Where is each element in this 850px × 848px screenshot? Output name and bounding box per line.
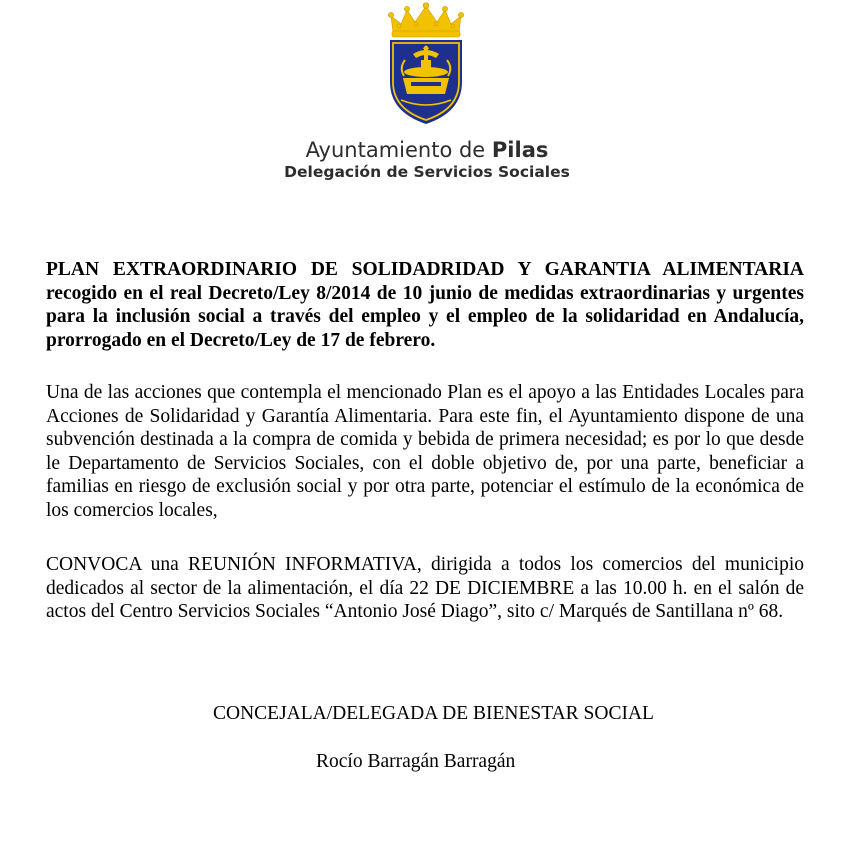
department-name: Delegación de Servicios Sociales bbox=[284, 163, 570, 181]
pilas-coat-of-arms-icon bbox=[383, 2, 469, 127]
body-paragraph-1: Una de las acciones que contempla el mencionado Plan es el apoyo a las Entidades Locales para Acciones de Solidaridad y Garantía Alimentaria. Para este fin, el Ayuntamiento dispone de una subvención destinada a la compra de comida y bebida de primera necesidad; es por lo que desde le Departamento de Servicios Sociales, con el doble objetivo de, por una parte, beneficiar a familias en riesgo de exclusión social y por otra parte, potenciar el estímulo de la económica de los comercios locales, bbox=[46, 382, 804, 521]
organization-name-bold: Pilas bbox=[491, 138, 549, 162]
organization-name bbox=[0, 138, 850, 162]
signatory-name: Rocío Barragán Barragán bbox=[316, 751, 516, 772]
body-paragraph-2: CONVOCA una REUNIÓN INFORMATIVA, dirigida a todos los comercios del municipio dedicados al sector de la alimentación, el día 22 DE DICIEMBRE a las 10.00 h. en el salón de actos del Centro Servicios Sociales “Antonio José Diago”, sito c/ Marqués de Santillana nº 68. bbox=[46, 554, 804, 623]
document-title: PLAN EXTRAORDINARIO DE SOLIDADRIDAD Y GARANTIA ALIMENTARIA recogido en el real Decreto/Ley 8/2014 de 10 junio de medidas extraordinarias y urgentes para la inclusión social a través del empleo y el empleo de la solidaridad en Andalucía, prorrogado en el Decreto/Ley de 17 de febrero. bbox=[46, 259, 804, 351]
signatory-position: CONCEJALA/DELEGADA DE BIENESTAR SOCIAL bbox=[213, 703, 654, 724]
organization-name-regular: Ayuntamiento de bbox=[305, 138, 492, 162]
